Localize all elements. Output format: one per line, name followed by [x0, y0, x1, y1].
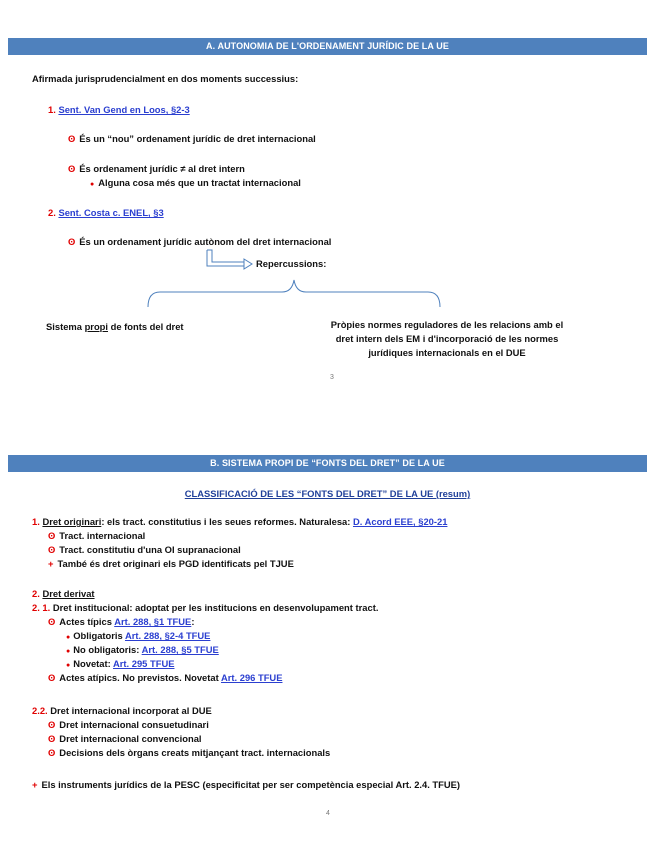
page-number-3: 3: [330, 374, 334, 381]
circle-bullet-icon: ʘ: [48, 733, 56, 744]
dot-bullet-icon: ●: [66, 634, 71, 641]
art-288-1-link[interactable]: Art. 288, §1 TFUE: [114, 616, 192, 627]
circle-bullet-icon: ʘ: [48, 672, 56, 683]
dret-originari-label: Dret originari: [42, 516, 102, 527]
section-b-header: [8, 455, 647, 472]
elbow-arrow-icon: [207, 250, 244, 266]
dret-originari-text: : els tract. constitutius i les seues reformes. Naturalesa:: [101, 516, 353, 527]
costa-enel-link[interactable]: Sent. Costa c. ENEL, §3: [58, 207, 164, 218]
dret-internacional-text: Dret internacional incorporat al DUE: [50, 705, 212, 716]
van-gend-link[interactable]: Sent. Van Gend en Loos, §2-3: [58, 104, 190, 115]
circle-bullet-icon: ʘ: [68, 133, 76, 144]
dret-internacional-number: 2.2.: [32, 705, 48, 716]
obligatoris-text: Obligatoris: [73, 630, 125, 641]
intro-text-label: Afirmada jurisprudencialment en dos moments successius:: [32, 73, 299, 84]
circle-bullet-icon: ʘ: [68, 163, 76, 174]
circle-bullet-icon: ʘ: [48, 544, 56, 555]
plus-bullet-icon: +: [32, 779, 38, 790]
art-295-link[interactable]: Art. 295 TFUE: [113, 658, 175, 669]
consuetudinari-line: [48, 719, 209, 731]
acord-eee-link[interactable]: D. Acord EEE, §20-21: [352, 516, 448, 527]
left-branch-post: de fonts del dret: [108, 321, 184, 332]
actes-tipics-line: [48, 616, 194, 628]
dot-bullet-icon: ●: [66, 662, 71, 669]
obligatoris-line: [66, 630, 210, 644]
right-branch-line-2: dret intern dels EM i d'incorporació de les normes: [335, 333, 559, 344]
actes-tipics-colon: :: [191, 616, 195, 627]
left-branch-pre: Sistema: [46, 321, 85, 332]
dret-originari-sub-b: [48, 544, 241, 556]
repercussions-label: [256, 258, 326, 270]
left-branch-text: [46, 321, 184, 333]
arrow-brace-diagram: [0, 0, 655, 320]
dot-bullet-icon: ●: [66, 648, 71, 655]
dret-derivat-number: 2.: [32, 588, 40, 599]
dret-institucional-line: [32, 602, 378, 614]
pesc-line: [32, 779, 460, 791]
consuetudinari-text: Dret internacional consuetudinari: [59, 719, 209, 730]
dret-originari-number: 1.: [32, 516, 40, 527]
dret-internacional-line: [32, 705, 212, 717]
dret-derivat-label: Dret derivat: [42, 588, 95, 599]
section-a-header-text: A. AUTONOMIA DE L'ORDENAMENT JURÍDIC DE LA UE: [206, 41, 449, 51]
decisions-text: Decisions dels òrgans creats mitjançant tract. internacionals: [59, 747, 331, 758]
item-1-sub-2-bullet-text: Alguna cosa més que un tractat internacional: [98, 177, 301, 188]
dret-originari-sub-a: [48, 530, 145, 542]
item-1-number: 1.: [48, 104, 56, 115]
actes-atipics-line: [48, 672, 282, 684]
art-288-2-4-link[interactable]: Art. 288, §2-4 TFUE: [124, 630, 211, 641]
classification-subtitle-text: CLASSIFICACIÓ DE LES “FONTS DEL DRET” DE LA UE (resum): [184, 488, 471, 499]
circle-bullet-icon: ʘ: [48, 719, 56, 730]
dret-institucional-text: Dret institucional: adoptat per les institucions en desenvolupament tract.: [52, 602, 379, 613]
left-branch-underlined: propi: [84, 321, 108, 332]
circle-bullet-icon: ʘ: [48, 530, 56, 541]
decisions-line: [48, 747, 330, 759]
right-branch-line-3: jurídiques internacionals en el DUE: [368, 347, 526, 358]
item-2-number: 2.: [48, 207, 56, 218]
circle-bullet-icon: ʘ: [68, 236, 76, 247]
no-obligatoris-text: No obligatoris:: [73, 644, 142, 655]
dot-bullet-icon: ●: [90, 181, 95, 188]
curly-brace-icon: [148, 280, 440, 307]
right-branch-text: [302, 318, 592, 360]
arrow-head-icon: [244, 259, 252, 269]
pesc-text: Els instruments jurídics de la PESC (especificitat per ser competència especial Art. 2.4. TFUE): [41, 779, 461, 790]
item-1-sub-1-text: És un “nou” ordenament jurídic de dret internacional: [79, 133, 316, 144]
convencional-text: Dret internacional convencional: [59, 733, 202, 744]
dret-originari-line: [32, 516, 447, 528]
page-number-4: 4: [326, 810, 330, 817]
no-obligatoris-line: [66, 644, 219, 658]
dret-derivat-line: [32, 588, 95, 600]
dret-originari-sub-c: [48, 558, 294, 570]
dret-originari-sub-b-text: Tract. constitutiu d'una OI supranacional: [59, 544, 241, 555]
circle-bullet-icon: ʘ: [48, 616, 56, 627]
classification-subtitle: [8, 488, 647, 500]
right-branch-line-1: Pròpies normes reguladores de les relacions amb el: [330, 319, 564, 330]
circle-bullet-icon: ʘ: [48, 747, 56, 758]
convencional-line: [48, 733, 202, 745]
novetat-line: [66, 658, 174, 672]
art-288-5-link[interactable]: Art. 288, §5 TFUE: [141, 644, 219, 655]
plus-bullet-icon: +: [48, 558, 54, 569]
actes-tipics-text: Actes típics: [59, 616, 115, 627]
novetat-text: Novetat:: [73, 658, 113, 669]
actes-atipics-text: Actes atípics. No previstos. Novetat: [59, 672, 221, 683]
item-1-sub-2-text: És ordenament jurídic ≠ al dret intern: [79, 163, 245, 174]
section-b-header-text: B. SISTEMA PROPI DE “FONTS DEL DRET” DE LA UE: [210, 458, 445, 468]
repercussions-text: Repercussions:: [256, 258, 327, 269]
dret-institucional-number: 2. 1.: [32, 602, 51, 613]
dret-originari-sub-a-text: Tract. internacional: [59, 530, 146, 541]
item-2-sub-1-text: És un ordenament jurídic autònom del dret internacional: [79, 236, 332, 247]
dret-originari-sub-c-text: També és dret originari els PGD identificats pel TJUE: [57, 558, 294, 569]
art-296-link[interactable]: Art. 296 TFUE: [220, 672, 283, 683]
